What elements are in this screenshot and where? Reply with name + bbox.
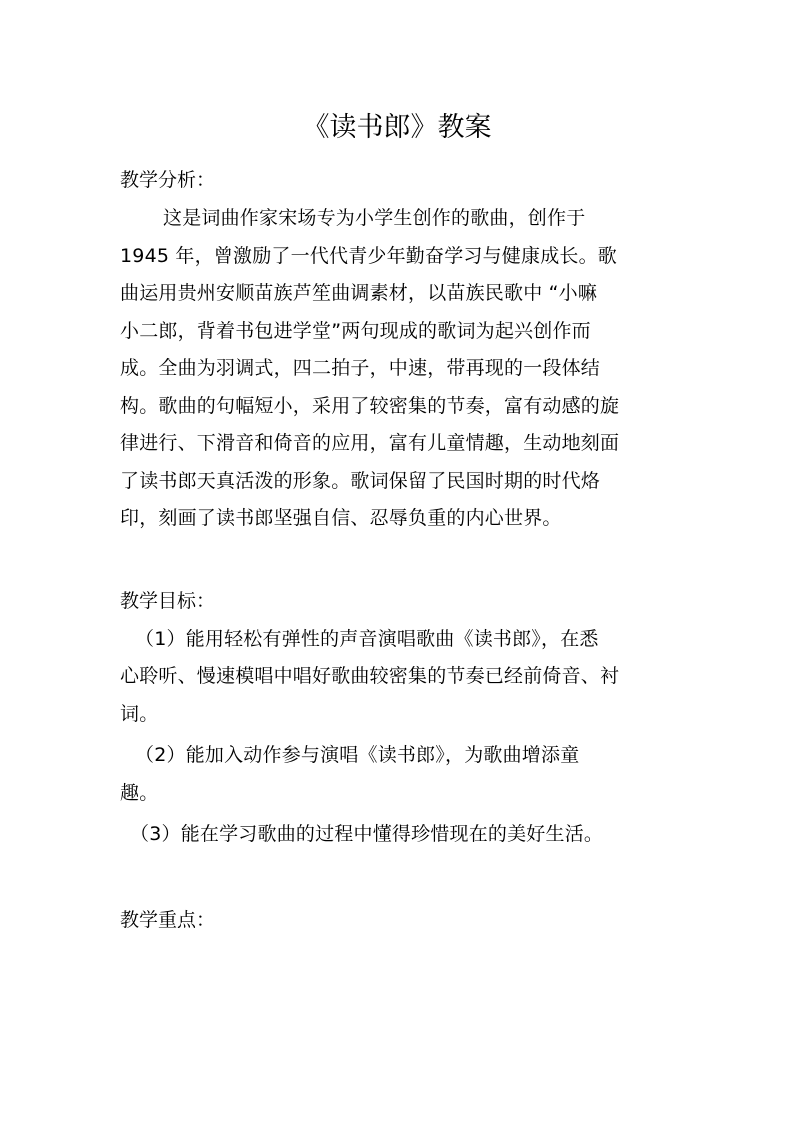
objective-line: （2）能加入动作参与演唱《读书郎》，为歌曲增添童 [135, 744, 580, 766]
objective-line: （3）能在学习歌曲的过程中懂得珍惜现在的美好生活。 [130, 823, 604, 845]
objective-line: 趣。 [120, 781, 159, 804]
analysis-line: 成。全曲为羽调式，四二拍子，中速，带再现的一段体结 [120, 357, 601, 379]
objective-item-2 [120, 737, 680, 812]
analysis-line: 这是词曲作家宋场专为小学生创作的歌曲，创作于 [163, 207, 586, 229]
objective-line: 心聆听、慢速模唱中唱好歌曲较密集的节奏已经前倚音、衬 [120, 665, 620, 687]
spacer [120, 854, 680, 903]
objective-line: 词。 [120, 702, 159, 725]
analysis-line: 小二郎，背着书包进学堂”两句现成的歌词为起兴创作而 [120, 319, 591, 342]
analysis-paragraph [120, 200, 680, 538]
analysis-line: 了读书郎天真活泼的形象。歌词保留了民国时期的时代烙 [120, 469, 601, 492]
section-heading-analysis: 教学分析： [120, 169, 216, 191]
document-body [120, 163, 680, 937]
objective-item-3 [120, 816, 680, 854]
analysis-line: 印，刻画了读书郎坚强自信、忍辱负重的内心世界。 [120, 507, 562, 529]
objective-line: （1）能用轻松有弹性的声音演唱歌曲《读书郎》，在悉 [135, 627, 599, 650]
section-heading-objectives: 教学目标： [120, 589, 216, 612]
document-title: 《读书郎》教案 [302, 112, 492, 143]
section-heading-keypoints: 教学重点： [120, 908, 216, 931]
analysis-line: 构。歌曲的句幅短小，采用了较密集的节奏，富有动感的旋 [120, 394, 620, 417]
analysis-line: 律进行、下滑音和倚音的应用，富有儿童情趣，生动地刻面 [120, 432, 620, 454]
analysis-line: 曲运用贵州安顺苗族芦笙曲调素材，以苗族民歌中 “小嘛 [120, 282, 598, 304]
spacer [120, 538, 680, 584]
analysis-line: 1945 年，曾激励了一代代青少年勤奋学习与健康成长。歌 [120, 244, 617, 267]
objective-item-1 [120, 621, 680, 734]
